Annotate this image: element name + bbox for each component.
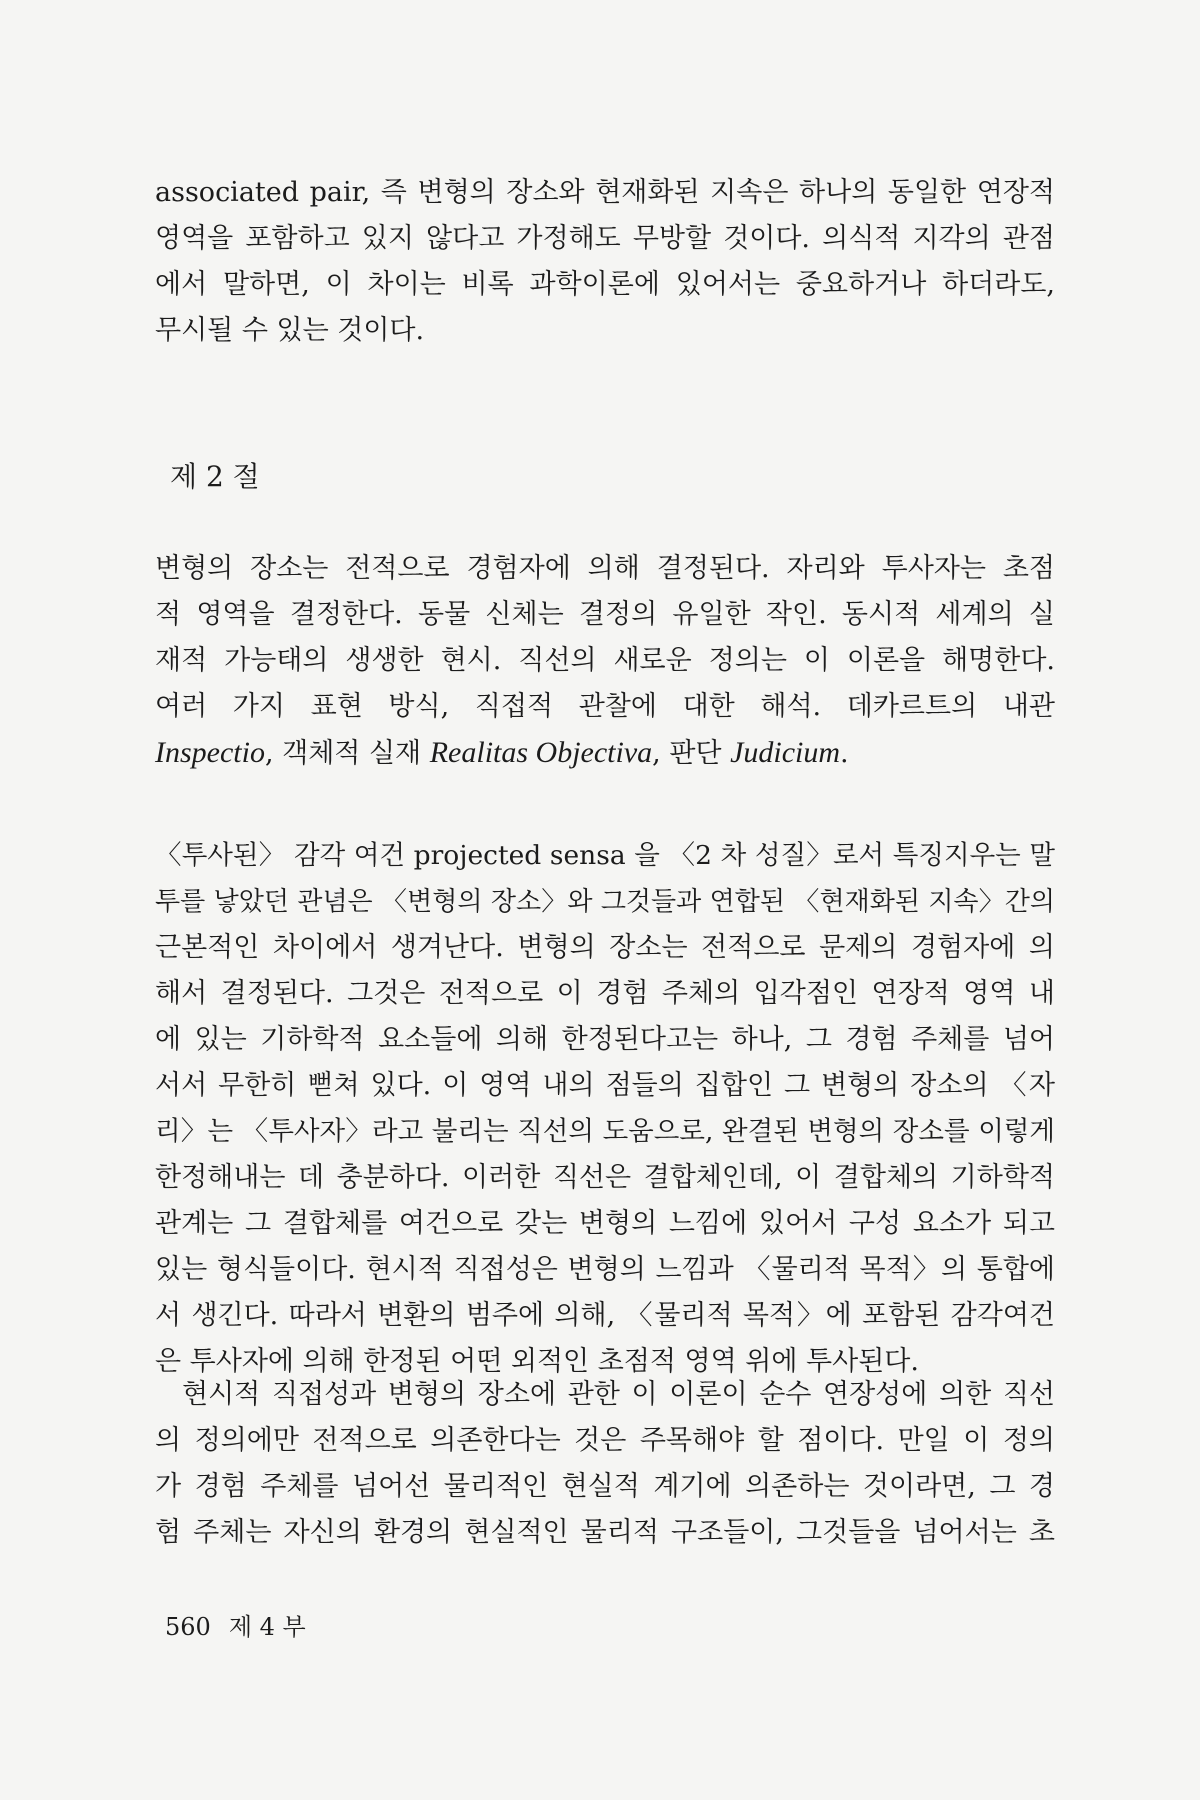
- text-line: 한정해내는 데 충분하다. 이러한 직선은 결합체인데, 이 결합체의 기하학적: [155, 1162, 1055, 1193]
- text-line: 서 생긴다. 따라서 변환의 범주에 의해, 〈물리적 목적〉에 포함된 감각여건: [155, 1300, 1055, 1331]
- page-footer: [165, 1607, 306, 1642]
- text-line: 의 정의에만 전적으로 의존한다는 것은 주목해야 할 점이다. 만일 이 정의: [155, 1425, 1055, 1456]
- text-line: 적 영역을 결정한다. 동물 신체는 결정의 유일한 작인. 동시적 세계의 실: [155, 599, 1055, 630]
- text-line: 해서 결정된다. 그것은 전적으로 이 경험 주체의 입각점인 연장적 영역 내: [155, 978, 1055, 1009]
- text-line: 은 투사자에 의해 한정된 어떤 외적인 초점적 영역 위에 투사된다.: [155, 1346, 919, 1377]
- section-heading: 제 2 절: [170, 460, 260, 493]
- paragraph-2: [155, 546, 1055, 776]
- text-segment: , 객체적 실재: [264, 738, 430, 769]
- text-line: 무시될 수 있는 것이다.: [155, 315, 425, 346]
- paragraph-3: [155, 833, 1055, 1385]
- text-line: 재적 가능태의 생생한 현시. 직선의 새로운 정의는 이 이론을 해명한다.: [155, 645, 1055, 676]
- text-line: 서서 무한히 뻗쳐 있다. 이 영역 내의 점들의 집합인 그 변형의 장소의 〈자: [155, 1070, 1055, 1101]
- text-line: 변형의 장소는 전적으로 경험자에 의해 결정된다. 자리와 투사자는 초점: [155, 553, 1055, 584]
- text-line: 가 경험 주체를 넘어선 물리적인 현실적 계기에 의존하는 것이라면, 그 경: [155, 1471, 1055, 1502]
- paragraph-4: [155, 1372, 1055, 1556]
- text-line: 투를 낳았던 관념은 〈변형의 장소〉와 그것들과 연합된 〈현재화된 지속〉간의: [155, 887, 1055, 917]
- text-line: 관계는 그 결합체를 여건으로 갖는 변형의 느낌에 있어서 구성 요소가 되고: [155, 1208, 1055, 1239]
- text-line: 현시적 직접성과 변형의 장소에 관한 이 이론이 순수 연장성에 의한 직선: [182, 1379, 1055, 1410]
- paragraph-1: [155, 170, 1055, 354]
- text-line: 리〉는 〈투사자〉라고 불리는 직선의 도움으로, 완결된 변형의 장소를 이렇게: [155, 1116, 1055, 1147]
- page-number: 560: [165, 1613, 211, 1641]
- text-line: 〈투사된〉 감각 여건 projected sensa 을 〈2 차 성질〉로서 특징지우는 말: [155, 840, 1055, 871]
- text-line: 여러 가지 표현 방식, 직접적 관찰에 대한 해석. 데카르트의 내관: [155, 691, 1055, 722]
- text-line: associated pair, 즉 변형의 장소와 현재화된 지속은 하나의 동일한 연장적: [155, 177, 1055, 208]
- text-line: 에서 말하면, 이 차이는 비록 과학이론에 있어서는 중요하거나 하더라도,: [155, 269, 1055, 300]
- latin-term: Judicium: [730, 736, 841, 769]
- latin-term: Inspectio: [155, 736, 265, 769]
- text-line: 험 주체는 자신의 환경의 현실적인 물리적 구조들이, 그것들을 넘어서는 초: [155, 1517, 1055, 1548]
- text-line: 근본적인 차이에서 생겨난다. 변형의 장소는 전적으로 문제의 경험자에 의: [155, 932, 1055, 963]
- text-segment: .: [840, 738, 849, 769]
- text-line-latin-terms: [155, 730, 1055, 776]
- text-line: 에 있는 기하학적 요소들에 의해 한정된다고는 하나, 그 경험 주체를 넘어: [155, 1024, 1055, 1055]
- part-label: 제 4 부: [228, 1613, 306, 1641]
- text-line: 영역을 포함하고 있지 않다고 가정해도 무방할 것이다. 의식적 지각의 관점: [155, 223, 1055, 254]
- text-line: 있는 형식들이다. 현시적 직접성은 변형의 느낌과 〈물리적 목적〉의 통합에: [155, 1254, 1055, 1285]
- text-segment: , 판단: [652, 738, 731, 769]
- latin-term: Realitas Objectiva: [429, 736, 653, 769]
